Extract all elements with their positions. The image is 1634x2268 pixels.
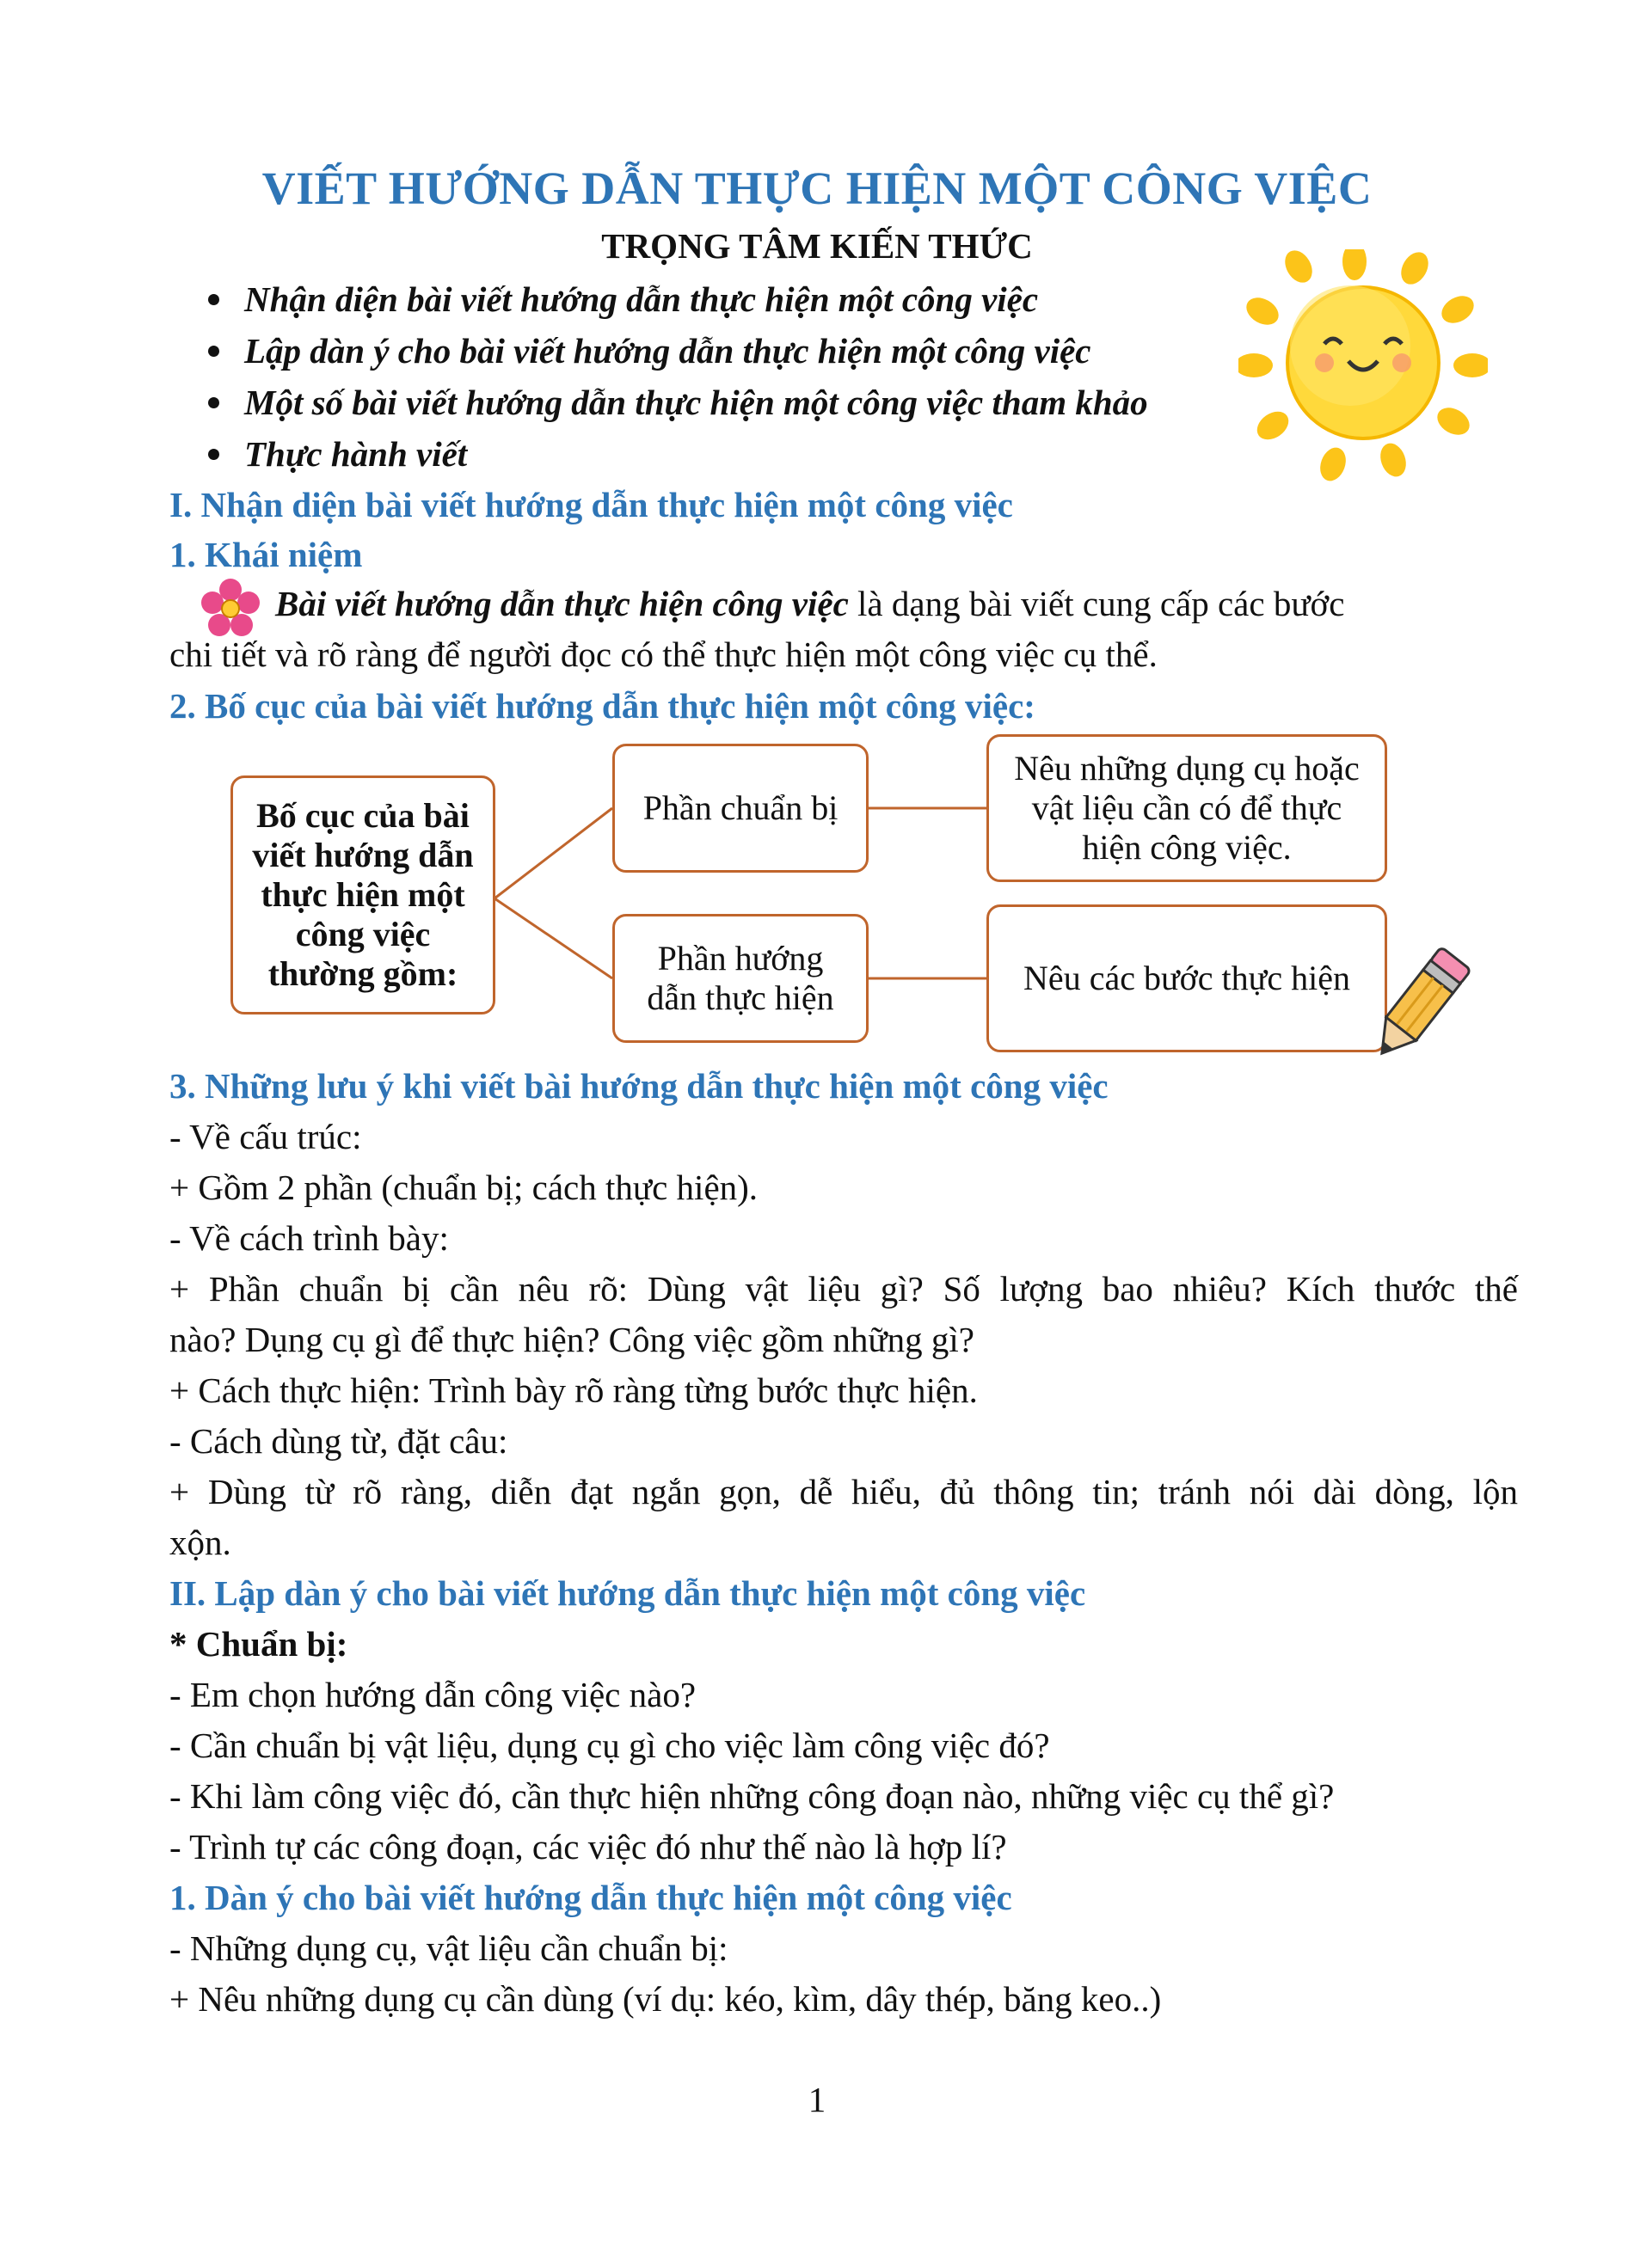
outline-line: - Những dụng cụ, vật liệu cần chuẩn bị: bbox=[169, 1928, 728, 1968]
outline-line: + Nêu những dụng cụ cần dùng (ví dụ: kéo, kìm, dây thép, băng keo..) bbox=[169, 1979, 1162, 2019]
note-line: - Cách dùng từ, đặt câu: bbox=[169, 1421, 508, 1461]
note-line: + Dùng từ rõ ràng, diễn đạt ngắn gọn, dễ hiểu, đủ thông tin; tránh nói dài dòng, lộn bbox=[169, 1472, 1518, 1511]
page-number: 1 bbox=[808, 2080, 826, 2119]
diagram-part1-box: Phần chuẩn bị bbox=[612, 744, 869, 873]
diagram-part2-box: Phần hướng dẫn thực hiện bbox=[612, 914, 869, 1043]
subheading-concept: 1. Khái niệm bbox=[169, 535, 363, 574]
diagram-part2-desc-box: Nêu các bước thực hiện bbox=[986, 904, 1387, 1052]
list-item: Một số bài viết hướng dẫn thực hiện một công việc tham khảo bbox=[208, 377, 1148, 428]
prep-heading: * Chuẩn bị: bbox=[169, 1624, 348, 1664]
page-title: VIẾT HƯỚNG DẪN THỰC HIỆN MỘT CÔNG VIỆC bbox=[261, 162, 1373, 214]
prep-question: - Cần chuẩn bị vật liệu, dụng cụ gì cho việc làm công việc đó? bbox=[169, 1726, 1050, 1765]
diagram-part1-desc-box: Nêu những dụng cụ hoặc vật liệu cần có để thực hiện công việc. bbox=[986, 734, 1387, 882]
pencil-icon bbox=[1359, 937, 1479, 1075]
subheading-structure: 2. Bố cục của bài viết hướng dẫn thực hiện một công việc: bbox=[169, 686, 1035, 726]
list-item: Lập dàn ý cho bài viết hướng dẫn thực hiện một công việc bbox=[208, 325, 1148, 377]
subheading-notes: 3. Những lưu ý khi viết bài hướng dẫn thực hiện một công việc bbox=[169, 1066, 1109, 1106]
list-item: Nhận diện bài viết hướng dẫn thực hiện một công việc bbox=[208, 273, 1148, 325]
section-heading-2: II. Lập dàn ý cho bài viết hướng dẫn thực hiện một công việc bbox=[169, 1573, 1086, 1613]
diagram-main-box: Bố cục của bài viết hướng dẫn thực hiện một công việc thường gồm: bbox=[230, 775, 495, 1014]
note-line: - Về cấu trúc: bbox=[169, 1117, 362, 1156]
section-heading-1: I. Nhận diện bài viết hướng dẫn thực hiện một công việc bbox=[169, 485, 1013, 524]
definition-line-1: Bài viết hướng dẫn thực hiện công việc là dạng bài viết cung cấp các bước bbox=[275, 584, 1345, 623]
note-line: xộn. bbox=[169, 1523, 231, 1562]
note-line: + Phần chuẩn bị cần nêu rõ: Dùng vật liệu gì? Số lượng bao nhiêu? Kích thước thế bbox=[169, 1269, 1518, 1309]
note-line: + Cách thực hiện: Trình bày rõ ràng từng bước thực hiện. bbox=[169, 1370, 978, 1410]
note-line: nào? Dụng cụ gì để thực hiện? Công việc gồm những gì? bbox=[169, 1320, 974, 1359]
list-item: Thực hành viết bbox=[208, 428, 1148, 480]
note-line: - Về cách trình bày: bbox=[169, 1218, 449, 1258]
page-subtitle: TRỌNG TÂM KIẾN THỨC bbox=[601, 226, 1033, 266]
prep-question: - Em chọn hướng dẫn công việc nào? bbox=[169, 1675, 697, 1714]
subheading-outline: 1. Dàn ý cho bài viết hướng dẫn thực hiện một công việc bbox=[169, 1878, 1012, 1917]
prep-question: - Trình tự các công đoạn, các việc đó như thế nào là hợp lí? bbox=[169, 1827, 1007, 1867]
definition-line-2: chi tiết và rõ ràng để người đọc có thể thực hiện một công việc cụ thể. bbox=[169, 634, 1158, 674]
prep-question: - Khi làm công việc đó, cần thực hiện những công đoạn nào, những việc cụ thể gì? bbox=[169, 1776, 1335, 1816]
note-line: + Gồm 2 phần (chuẩn bị; cách thực hiện). bbox=[169, 1168, 759, 1207]
